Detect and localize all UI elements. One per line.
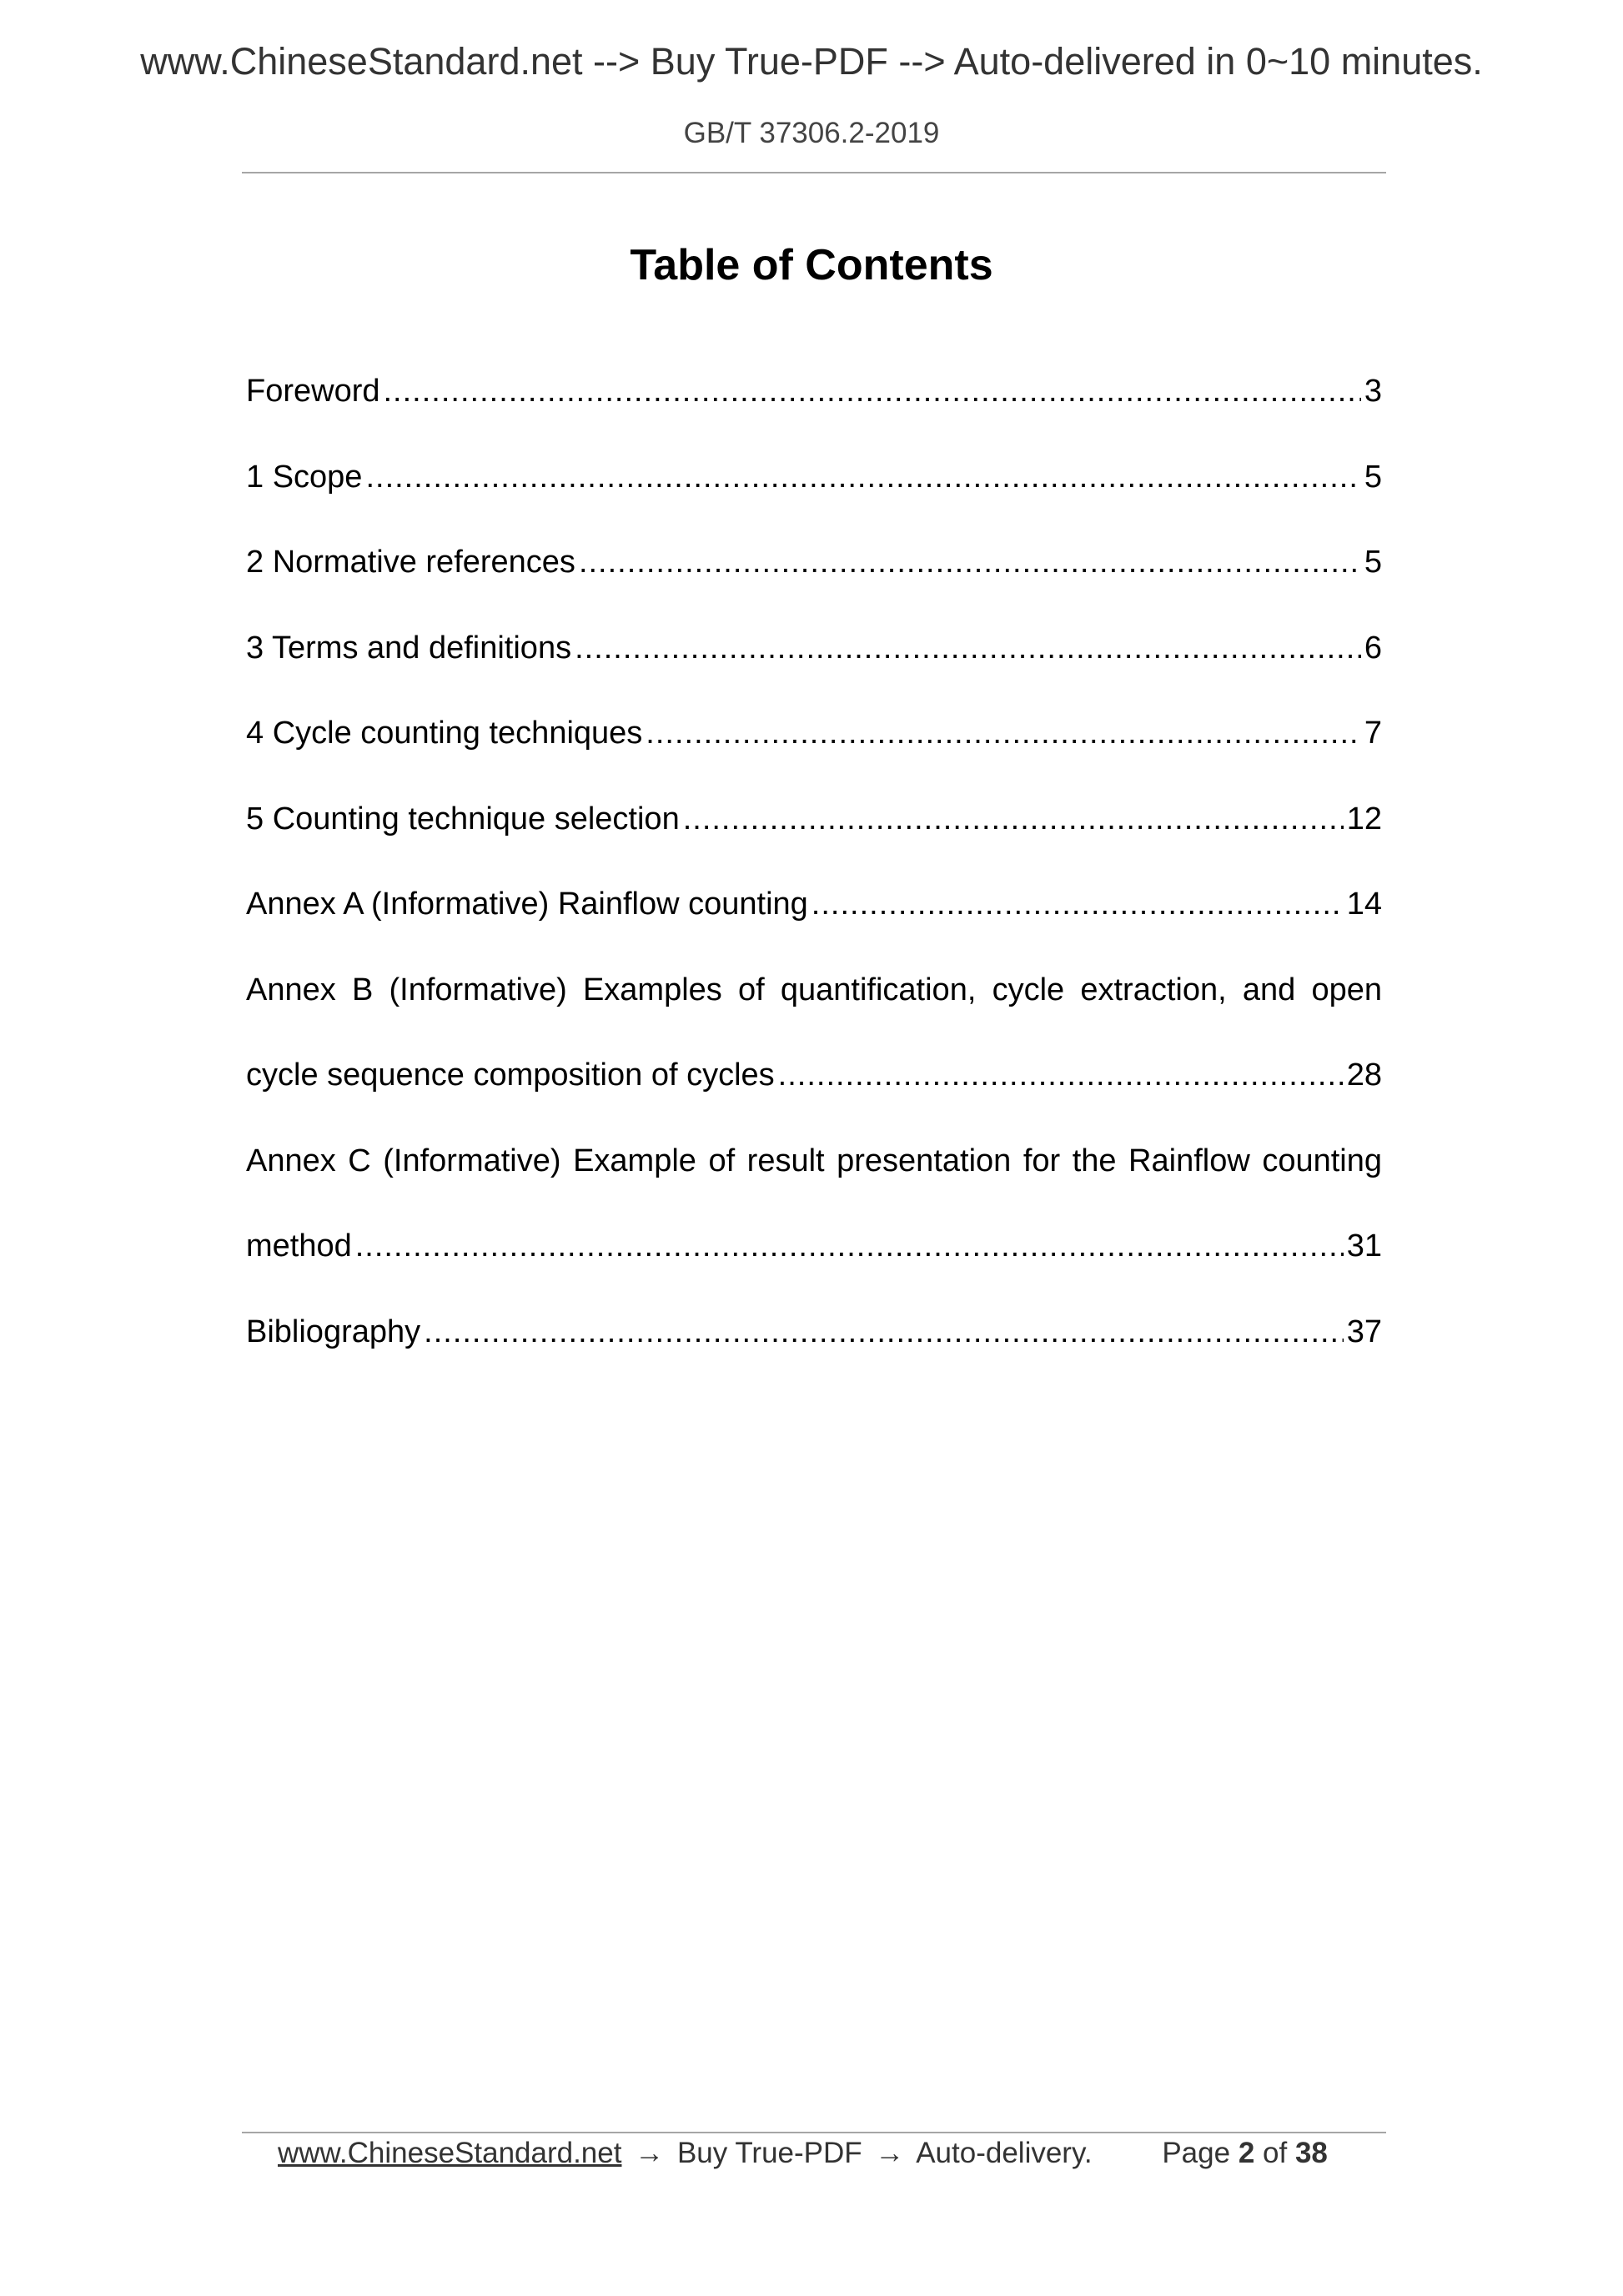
footer-site-link[interactable]: www.ChineseStandard.net [278, 2137, 622, 2169]
toc-entry-label: Annex A (Informative) Rainflow counting [246, 887, 808, 922]
page-counter [1162, 2137, 1328, 2169]
toc-entry-page: 6 [1364, 630, 1382, 666]
toc-dot-leader [778, 1032, 1344, 1118]
toc-entry-scope[interactable] [246, 435, 1382, 520]
toc-list [246, 349, 1382, 1374]
toc-entry-label: Bibliography [246, 1314, 421, 1349]
page-total: 38 [1294, 2137, 1328, 2169]
toc-entry-cycle-counting-techniques[interactable] [246, 691, 1382, 776]
toc-entry-label: 4 Cycle counting techniques [246, 716, 643, 751]
toc-title: Table of Contents [630, 241, 993, 289]
toc-entry-counting-technique-selection[interactable] [246, 776, 1382, 862]
toc-dot-leader [646, 691, 1361, 776]
toc-entry-terms-and-definitions[interactable] [246, 605, 1382, 691]
of-word: of [1263, 2137, 1288, 2169]
toc-entry-label: 2 Normative references [246, 545, 575, 580]
toc-entry-page: 5 [1364, 545, 1382, 580]
toc-entry-page: 7 [1364, 716, 1382, 751]
toc-entry-page: 5 [1364, 459, 1382, 495]
toc-entry-page: 31 [1346, 1228, 1382, 1264]
arrow-right-icon: → [635, 2137, 665, 2169]
toc-dot-leader [683, 776, 1344, 862]
toc-dot-leader [812, 862, 1344, 947]
toc-entry-page: 12 [1346, 801, 1382, 837]
toc-entry-page: 28 [1346, 1058, 1382, 1093]
page-footer [278, 2137, 1328, 2170]
toc-entry-label: 1 Scope [246, 459, 363, 495]
toc-entry-label: 3 Terms and definitions [246, 630, 572, 666]
toc-entry-page: 14 [1346, 887, 1382, 922]
toc-dot-leader [575, 605, 1361, 691]
header-divider [242, 172, 1386, 173]
toc-entry-page: 37 [1346, 1314, 1382, 1349]
toc-entry-annex-b[interactable] [246, 947, 1382, 1118]
footer-delivery-text: Auto-delivery. [916, 2137, 1093, 2169]
toc-entry-label: Foreword [246, 374, 380, 409]
toc-entry-label-line1: Annex B (Informative) Examples of quantification, cycle extraction, and open [246, 972, 1382, 1007]
toc-entry-bibliography[interactable] [246, 1289, 1382, 1375]
toc-entry-label: 5 Counting technique selection [246, 801, 680, 837]
toc-entry-annex-a[interactable] [246, 862, 1382, 947]
toc-entry-label-line2: cycle sequence composition of cycles [246, 1058, 775, 1093]
footer-divider [242, 2132, 1386, 2133]
toc-dot-leader [384, 349, 1361, 435]
toc-entry-normative-references[interactable] [246, 520, 1382, 605]
toc-entry-page: 3 [1364, 374, 1382, 409]
toc-dot-leader [424, 1289, 1344, 1375]
page-word: Page [1162, 2137, 1231, 2169]
page-current: 2 [1238, 2137, 1255, 2169]
toc-entry-foreword[interactable] [246, 349, 1382, 435]
arrow-right-icon: → [875, 2137, 905, 2169]
toc-dot-leader [355, 1203, 1344, 1289]
toc-entry-label-line1: Annex C (Informative) Example of result presentation for the Rainflow counting [246, 1143, 1382, 1178]
toc-entry-label-line2: method [246, 1228, 352, 1264]
toc-dot-leader [579, 520, 1361, 605]
top-banner: www.ChineseStandard.net --> Buy True-PDF --> Auto-delivered in 0~10 minutes. [140, 40, 1483, 83]
toc-dot-leader [365, 435, 1360, 520]
footer-buy-text: Buy True-PDF [676, 2137, 862, 2169]
standard-code: GB/T 37306.2-2019 [683, 117, 940, 149]
toc-entry-annex-c[interactable] [246, 1118, 1382, 1289]
